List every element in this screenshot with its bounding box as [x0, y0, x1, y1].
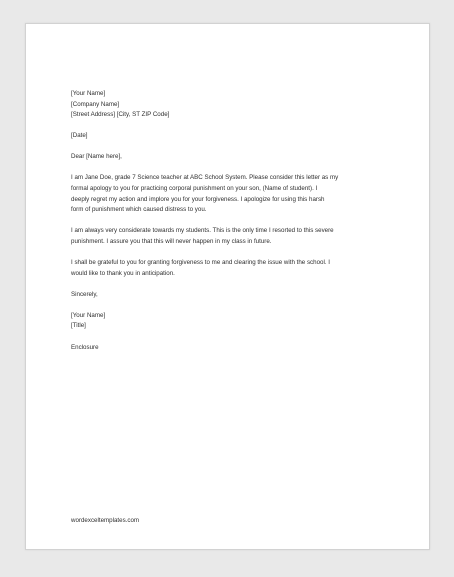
body-line: would like to thank you in anticipation. [71, 269, 175, 277]
body-line: deeply regret my action and implore you for your forgiveness. I apologize for using this harsh [71, 195, 325, 203]
document-page [25, 23, 430, 550]
body-line: formal apology to you for practicing corporal punishment on your son, (Name of student). I [71, 185, 318, 193]
sender-company: [Company Name] [71, 100, 120, 108]
signature-title: [Title] [71, 322, 86, 330]
letter-content [71, 89, 406, 353]
body-line: I shall be grateful to you for granting forgiveness to me and clearing the issue with the school. I [71, 259, 330, 267]
body-paragraph-3 [71, 258, 406, 279]
footer-website: wordexceltemplates.com [71, 517, 140, 524]
enclosure: Enclosure [71, 343, 99, 351]
body-line: form of punishment which caused distress to you. [71, 206, 207, 214]
sender-name: [Your Name] [71, 90, 106, 97]
sender-address: [Street Address] [City, ST ZIP Code] [71, 111, 170, 119]
body-line: I am always very considerate towards my students. This is the only time I resorted to this severe [71, 227, 334, 235]
body-paragraph-1 [71, 173, 406, 215]
body-line: punishment. I assure you that this will never happen in my class in future. [71, 237, 272, 245]
signature-name: [Your Name] [71, 311, 106, 319]
body-paragraph-2 [71, 226, 406, 247]
closing: Sincerely, [71, 290, 98, 298]
letter-date: [Date] [71, 132, 88, 140]
salutation: Dear [Name here], [71, 153, 122, 161]
body-line: I am Jane Doe, grade 7 Science teacher at ABC School System. Please consider this letter as my [71, 174, 339, 182]
